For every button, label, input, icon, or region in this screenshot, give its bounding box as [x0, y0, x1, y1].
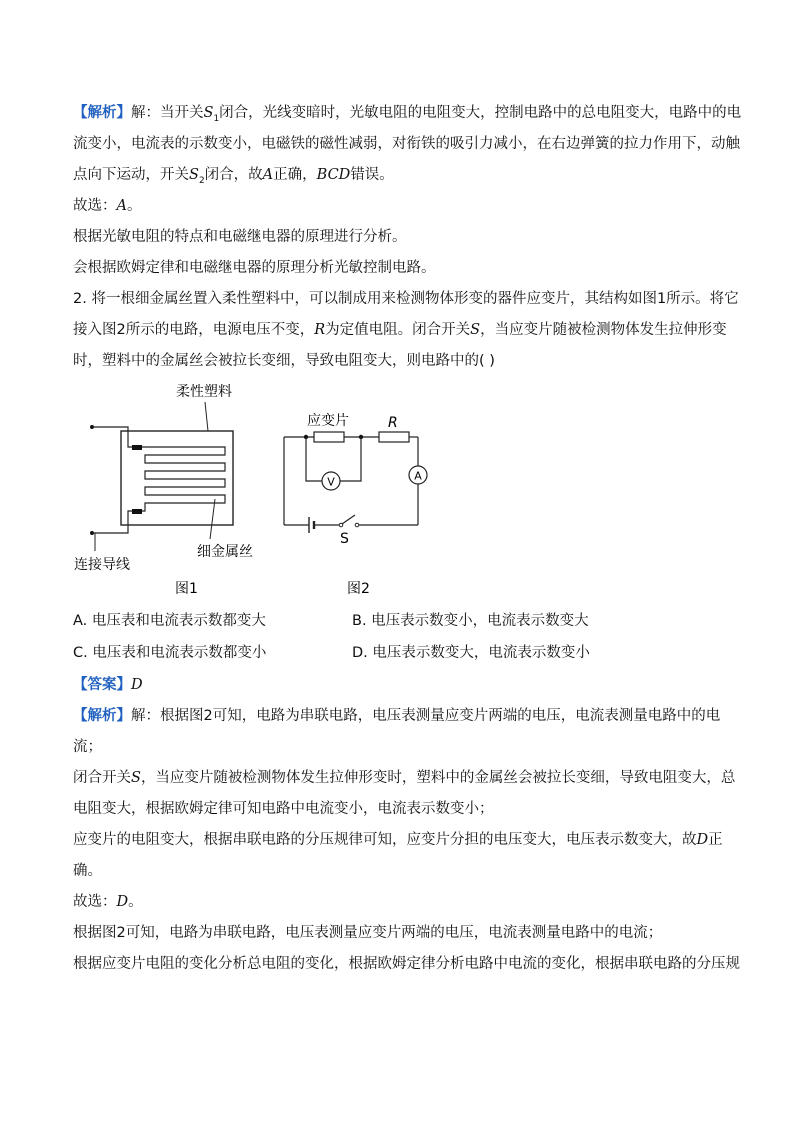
- analysis-line: 闭合开关S，当应变片随被检测物体发生拉伸形变时，塑料中的金属丝会被拉长变细，导致电阻变大，总: [73, 770, 736, 786]
- analysis-line: 【解析】解：根据图2可知，电路为串联电路，电压表测量应变片两端的电压，电流表测量电路中的电: [73, 708, 721, 724]
- analysis-line: 电阻变大，根据欧姆定律可知电路中电流变小，电流表示数变小；: [73, 801, 494, 817]
- question-line: 2. 将一根细金属丝置入柔性塑料中，可以制成用来检测物体形变的器件应变片，其结构如图1所示。将它: [73, 291, 739, 307]
- pointer-plastic: [205, 402, 208, 431]
- answer-line: [73, 674, 143, 696]
- analysis-tag: 【解析】: [73, 105, 131, 121]
- analysis-line: 流变小，电流表的示数变小，电磁铁的磁性减弱，对衔铁的吸引力减小，在右边弹簧的拉力作用下，动触: [73, 136, 740, 152]
- ammeter-label: A: [414, 469, 422, 483]
- answer-value: D: [131, 677, 143, 693]
- label-switch: S: [340, 531, 349, 547]
- figure-1-strain-gauge: [70, 375, 270, 600]
- note-line: 根据光敏电阻的特点和电磁继电器的原理进行分析。: [73, 229, 407, 245]
- option-a[interactable]: A. 电压表和电流表示数都变大: [73, 613, 266, 629]
- pointer-wire: [210, 499, 215, 539]
- lead-wire-top: [92, 427, 132, 447]
- note-line: 会根据欧姆定律和电磁继电器的原理分析光敏控制电路。: [73, 260, 436, 276]
- choose-line: 故选：A。: [73, 198, 142, 214]
- label-strain-gauge: 应变片: [307, 413, 349, 429]
- answer-tag: 【答案】: [73, 677, 131, 693]
- option-b[interactable]: B. 电压表示数变小，电流表示数变大: [352, 613, 589, 629]
- analysis-line: 确。: [73, 863, 102, 879]
- metal-wire-path: [132, 447, 225, 511]
- switch-icon: [355, 523, 359, 527]
- note-line: 根据图2可知，电路为串联电路，电压表测量应变片两端的电压，电流表测量电路中的电流；: [73, 925, 663, 941]
- label-plastic: 柔性塑料: [176, 384, 232, 400]
- choose-line: 故选：D。: [73, 894, 143, 910]
- option-d[interactable]: D. 电压表示数变大，电流表示数变小: [352, 645, 590, 661]
- terminal-top: [132, 445, 142, 450]
- analysis-line: 流；: [73, 739, 102, 755]
- lead-wire-bottom: [92, 511, 132, 533]
- figure-2-caption: 图2: [347, 581, 370, 597]
- analysis-line: 点向下运动，开关$S_2$闭合，故A正确，BCD错误。: [73, 167, 394, 186]
- analysis-paragraph-1: 【解析】解：当开关$S_1$闭合，光线变暗时，光敏电阻的电阻变大，控制电路中的总电阻变大，电路中的电: [73, 105, 742, 124]
- label-lead: 连接导线: [74, 557, 130, 573]
- analysis-line: 应变片的电阻变大，根据串联电路的分压规律可知，应变片分担的电压变大，电压表示数变大，故D正: [73, 832, 723, 848]
- figure-1-caption: 图1: [175, 581, 198, 597]
- terminal-bottom: [132, 509, 142, 514]
- wire: [340, 437, 361, 481]
- label-wire: 细金属丝: [197, 544, 253, 560]
- switch-icon: [342, 515, 355, 524]
- wire: [306, 437, 322, 481]
- figure-2-circuit: [275, 405, 435, 600]
- note-line: 根据应变片电阻的变化分析总电阻的变化，根据欧姆定律分析电路中电流的变化，根据串联电路的分压规: [73, 956, 740, 972]
- question-line: 接入图2所示的电路，电源电压不变，R为定值电阻。闭合开关S，当应变片随被检测物体发生拉伸形变: [73, 322, 727, 338]
- fixed-resistor: [379, 432, 409, 442]
- label-r: R: [388, 415, 398, 431]
- voltmeter-label: V: [327, 475, 335, 489]
- question-line: 时，塑料中的金属丝会被拉长变细，导致电阻变大，则电路中的( ): [73, 353, 495, 369]
- strain-gauge-resistor: [314, 432, 344, 442]
- analysis-tag: 【解析】: [73, 708, 131, 724]
- option-c[interactable]: C. 电压表和电流表示数都变小: [73, 645, 267, 661]
